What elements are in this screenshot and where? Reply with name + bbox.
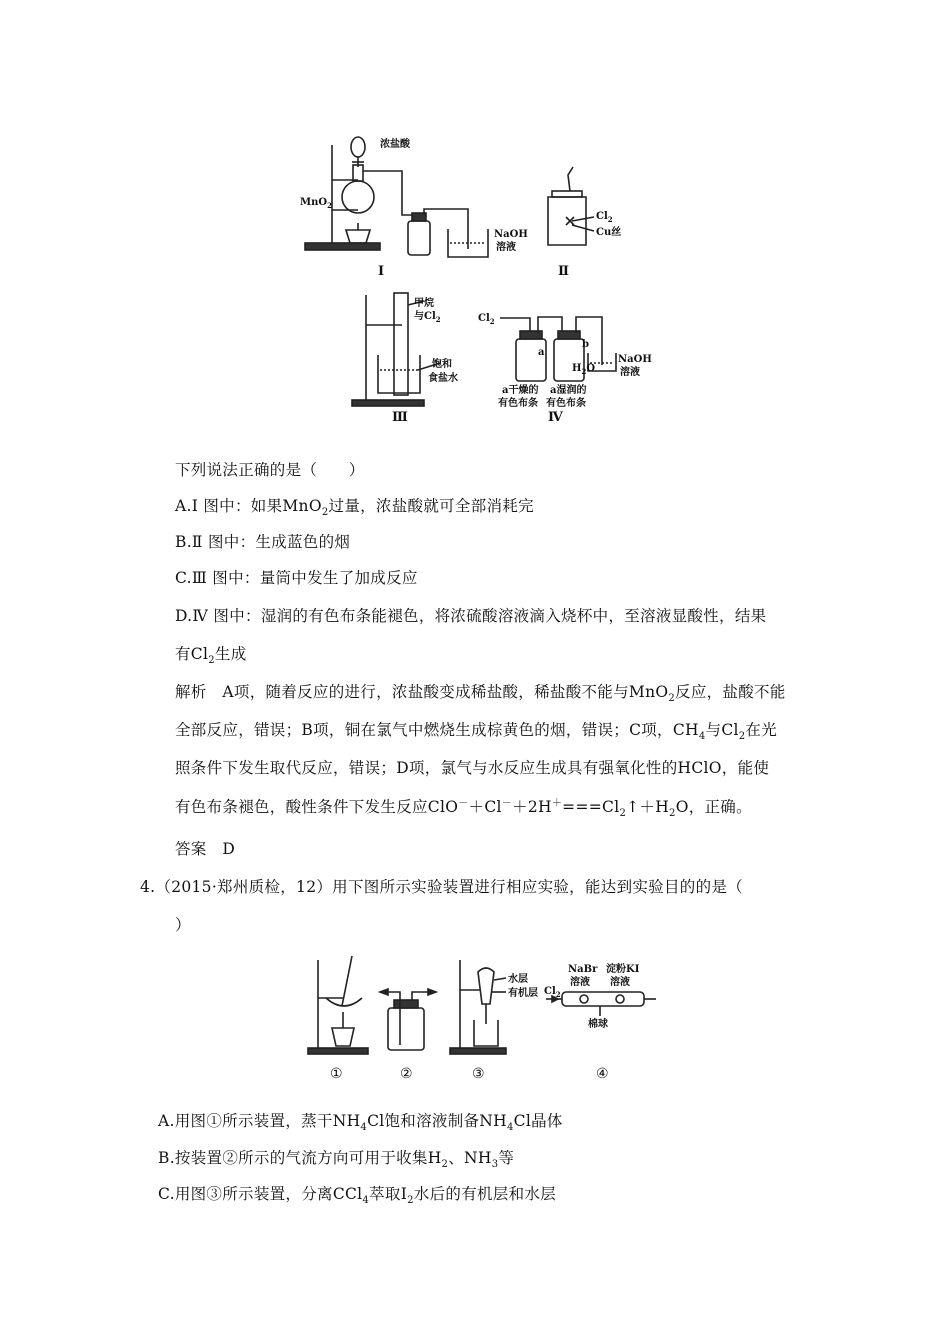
- label-naoh: NaOH: [494, 229, 528, 240]
- label-cl2-in: $Cl_2$: [478, 313, 495, 326]
- gas-jar: [548, 197, 586, 245]
- caption-IV: Ⅳ: [548, 410, 563, 425]
- label-cl2-tube: $Cl_2$: [544, 986, 561, 999]
- caption-3: ③: [472, 1066, 485, 1082]
- analysis-line2: 全部反应，错误；B项，铜在氯气中燃烧生成棕黄色的烟，错误；C项，$CH_4$与$Cl_2$在光: [175, 721, 778, 743]
- analysis-line4: 有色布条褪色，酸性条件下发生反应$ClO^-+Cl^-+2H^+===Cl_2↑+H_2O$，正确。: [175, 797, 752, 820]
- label-wet-1: a湿润的: [550, 385, 587, 396]
- separatory-funnel: [351, 137, 365, 157]
- question-stem: 下列说法正确的是（ ）: [175, 461, 365, 479]
- glass-rod: [342, 956, 352, 1006]
- round-flask: [342, 181, 374, 213]
- option-c: C.Ⅲ 图中：量筒中发生了加成反应: [175, 569, 418, 587]
- q4-option-a: A.用图①所示装置，蒸干$NH_4Cl$饱和溶液制备$NH_4Cl$晶体: [158, 1112, 563, 1134]
- label-saturated-1: 饱和: [432, 359, 452, 370]
- label-organic-layer: 有机层: [508, 988, 538, 999]
- caption-1: ①: [330, 1066, 343, 1082]
- analysis-line3: 照条件下发生取代反应，错误；D项，氯气与水反应生成具有强氧化性的HClO，能使: [175, 759, 770, 777]
- label-starch-solution: 溶液: [610, 977, 630, 988]
- label-a: a: [538, 347, 545, 358]
- caption-I: Ⅰ: [378, 264, 385, 279]
- caption-4: ④: [596, 1066, 609, 1082]
- label-dry-2: 有色布条: [498, 398, 538, 409]
- option-b: B.Ⅱ 图中：生成蓝色的烟: [175, 533, 351, 551]
- lamp-1: [332, 1028, 354, 1046]
- caption-2: ②: [400, 1066, 413, 1082]
- separatory-funnel-3: [478, 968, 494, 1004]
- answer: 答案 D: [175, 840, 236, 858]
- question4-stem-1: 4.（2015·郑州质检，12）用下图所示实验装置进行相应实验，能达到实验目的的是（: [140, 878, 743, 896]
- caption-II: Ⅱ: [558, 264, 569, 279]
- question4-stem-2: ）: [175, 916, 191, 934]
- label-nabr-solution: 溶液: [570, 977, 590, 988]
- copper-wire: [568, 167, 573, 191]
- option-d-line1: D.Ⅳ 图中：湿润的有色布条能褪色，将浓硫酸溶液滴入烧杯中，至溶液显酸性，结果: [175, 607, 767, 625]
- label-wet-2: 有色布条: [546, 398, 586, 409]
- q4-option-c: C.用图③所示装置，分离CCl$_4$萃取$I_2$水后的有机层和水层: [158, 1185, 556, 1207]
- glass-tube: [562, 992, 644, 1006]
- label-mno2: MnO$_2$: [300, 197, 332, 210]
- label-saturated-2: 食盐水: [428, 373, 458, 384]
- label-h2o: $H_2O$: [572, 363, 596, 376]
- gas-bottle: [388, 1008, 424, 1050]
- label-conc-hcl: 浓盐酸: [380, 139, 410, 150]
- label-nabr: NaBr: [568, 964, 598, 975]
- label-b: b: [582, 339, 589, 350]
- figure-experiment-setups: [300, 950, 660, 1090]
- label-methane-2: 与$Cl_2$: [414, 311, 441, 324]
- label-naoh-2: NaOH: [618, 354, 652, 365]
- wash-bottle: [408, 221, 430, 255]
- option-a: A.Ⅰ 图中：如果MnO$_2$过量，浓盐酸就可全部消耗完: [175, 497, 534, 519]
- label-starch-ki: 淀粉KI: [606, 964, 640, 975]
- label-cu-wire: Cu丝: [596, 227, 622, 238]
- q4-option-b: B.按装置②所示的气流方向可用于收集$H_2$、$NH_3$等: [158, 1149, 515, 1171]
- label-water-layer: 水层: [508, 974, 528, 985]
- label-solution: 溶液: [496, 242, 516, 253]
- label-cotton: 棉球: [588, 1019, 608, 1030]
- label-cl2: $Cl_2$: [596, 211, 613, 224]
- bottle-dry: [516, 339, 546, 381]
- graduated-cylinder: [394, 293, 408, 395]
- cotton-ball-2: [616, 995, 624, 1003]
- beaker-3: [378, 355, 420, 393]
- label-methane-1: 甲烷: [414, 298, 434, 309]
- label-solution-2: 溶液: [620, 367, 640, 378]
- label-dry-1: a干燥的: [502, 385, 539, 396]
- figure-chlorine-apparatus: [290, 125, 670, 425]
- option-d-line2: 有$Cl_2$生成: [175, 645, 247, 667]
- stand-base-1: [305, 243, 380, 250]
- analysis-line1: 解析 A项，随着反应的进行，浓盐酸变成稀盐酸，稀盐酸不能与MnO$_2$反应，盐酸不能: [175, 683, 786, 705]
- alcohol-lamp: [346, 230, 370, 243]
- bottle-wet: [554, 339, 584, 381]
- caption-III: Ⅲ: [392, 410, 408, 425]
- cotton-ball-1: [580, 995, 588, 1003]
